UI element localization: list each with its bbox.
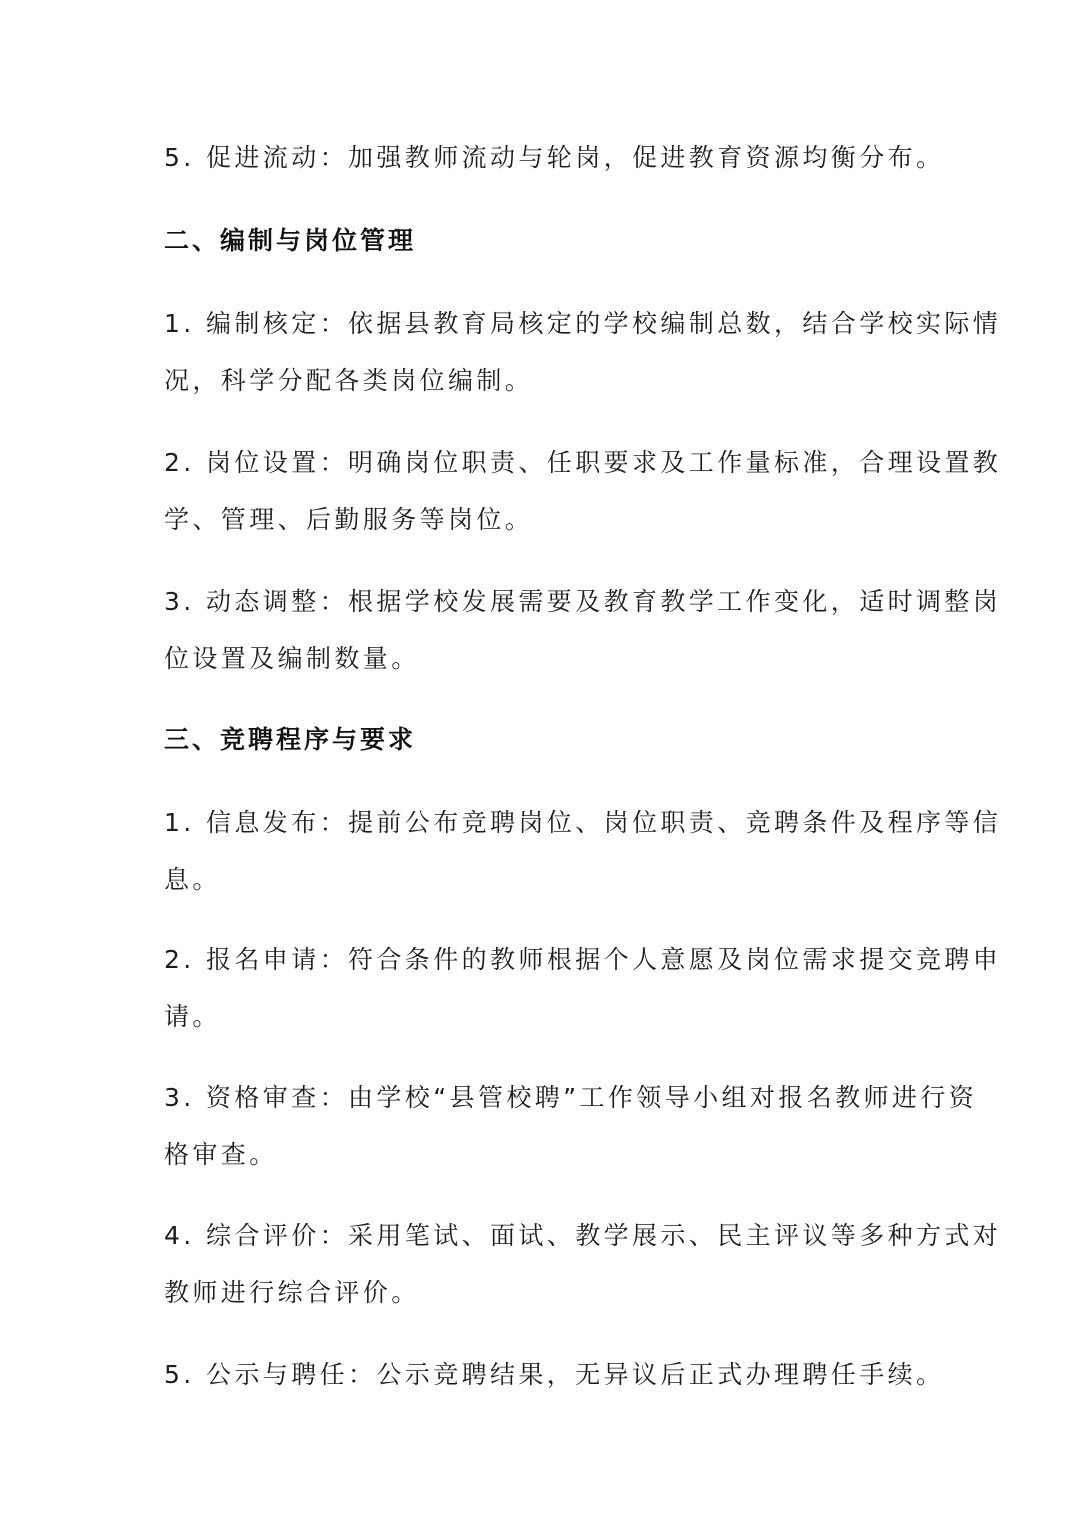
list-item-post-setup-line-2: 学、管理、后勤服务等岗位。 (164, 505, 534, 534)
section-heading-staffing-and-posts: 二、编制与岗位管理 (164, 226, 417, 255)
list-item-dynamic-adjustment-line-1: 3. 动态调整：根据学校发展需要及教育教学工作变化，适时调整岗 (164, 587, 1002, 616)
list-item-post-setup-line-1: 2. 岗位设置：明确岗位职责、任职要求及工作量标准，合理设置教 (164, 448, 1002, 477)
list-item-comprehensive-evaluation-line-2: 教师进行综合评价。 (164, 1278, 420, 1307)
list-item-staffing-approval-line-1: 1. 编制核定：依据县教育局核定的学校编制总数，结合学校实际情 (164, 309, 1002, 338)
section-heading-recruitment-procedure: 三、竞聘程序与要求 (164, 725, 417, 754)
list-item-info-release-line-1: 1. 信息发布：提前公布竞聘岗位、岗位职责、竞聘条件及程序等信 (164, 808, 1002, 837)
list-item-comprehensive-evaluation-line-1: 4. 综合评价：采用笔试、面试、教学展示、民主评议等多种方式对 (164, 1221, 1002, 1250)
list-item-staffing-approval-line-2: 况，科学分配各类岗位编制。 (164, 366, 534, 395)
list-item-info-release-line-2: 息。 (164, 865, 221, 894)
list-item-qualification-review-line-2: 格审查。 (164, 1140, 278, 1169)
list-item-promote-mobility: 5. 促进流动：加强教师流动与轮岗，促进教育资源均衡分布。 (164, 143, 945, 172)
list-item-application-line-1: 2. 报名申请：符合条件的教师根据个人意愿及岗位需求提交竞聘申 (164, 945, 1002, 974)
list-item-qualification-review-line-1: 3. 资格审查：由学校“县管校聘”工作领导小组对报名教师进行资 (164, 1083, 978, 1112)
list-item-publicity-and-appointment: 5. 公示与聘任：公示竞聘结果，无异议后正式办理聘任手续。 (164, 1360, 945, 1389)
list-item-application-line-2: 请。 (164, 1002, 221, 1031)
list-item-dynamic-adjustment-line-2: 位设置及编制数量。 (164, 644, 420, 673)
